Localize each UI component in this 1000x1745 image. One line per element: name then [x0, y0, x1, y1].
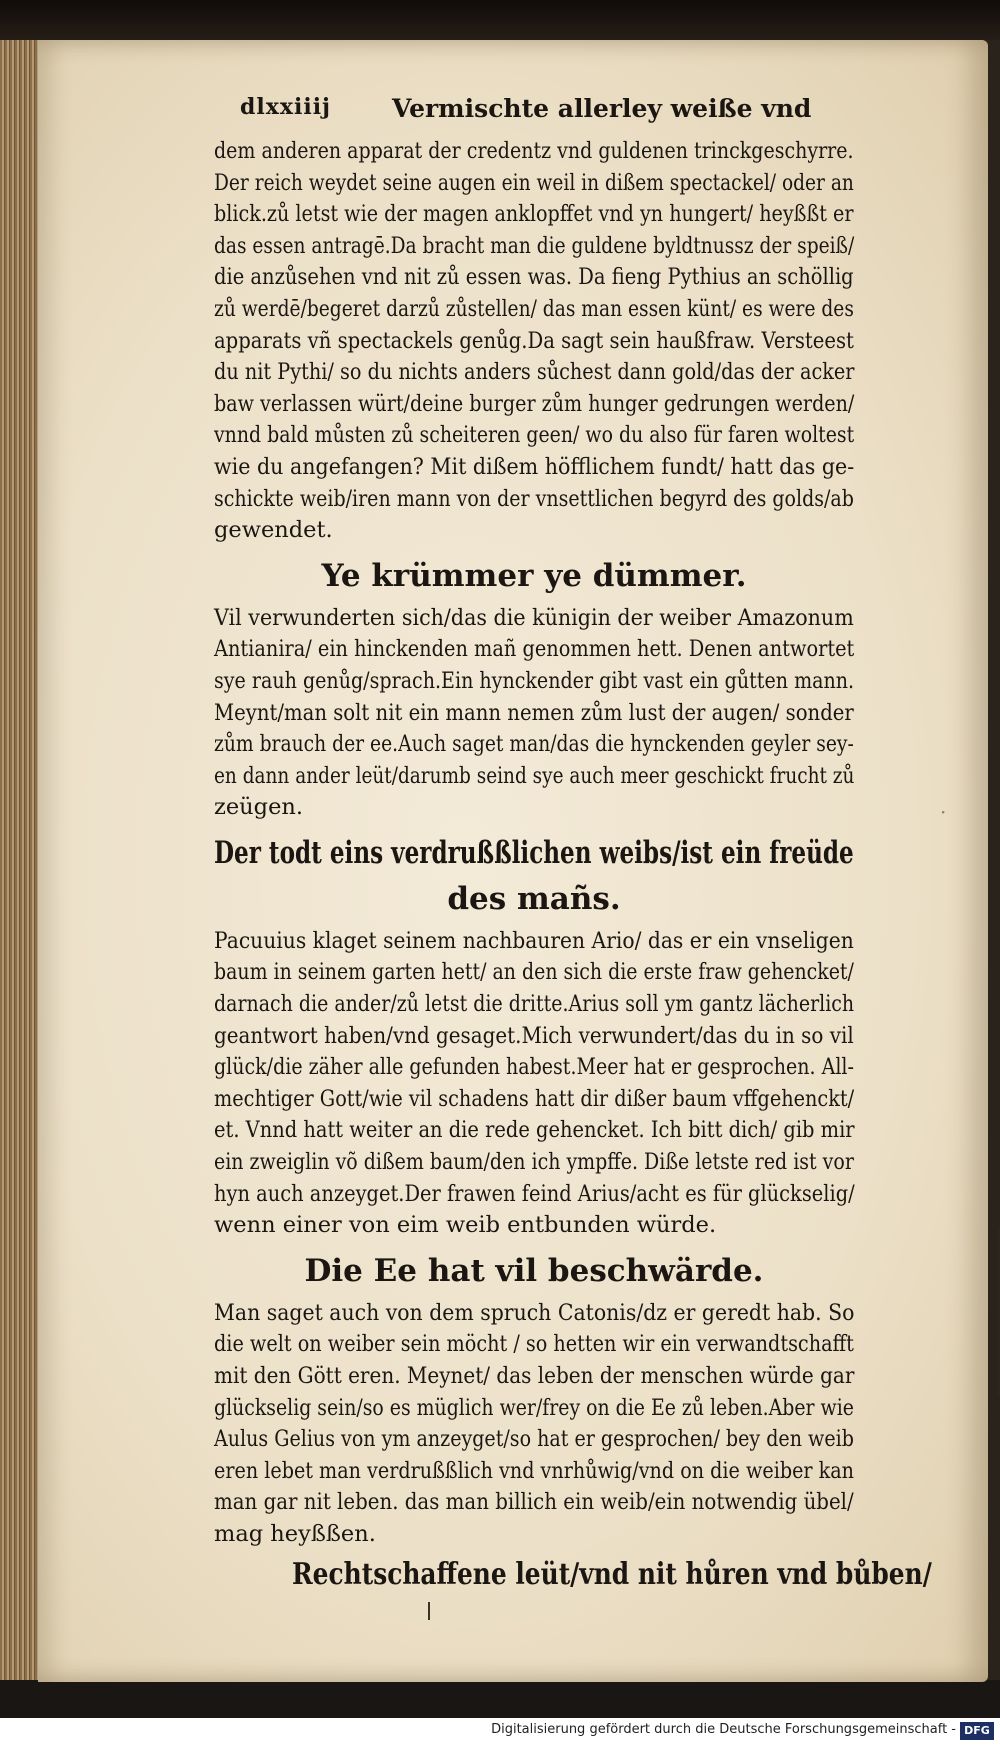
footer-bar — [0, 1718, 1000, 1745]
text-line: Meynt/man solt nit ein mann nemen zům lust der augen/ sonder — [214, 699, 854, 726]
text-line: Der reich weydet seine augen ein weil in dißem spectackel/ oder an — [214, 169, 854, 196]
paragraph — [214, 136, 854, 547]
text-line: Antianira/ ein hinckenden mañ genommen hett. Denen antwortet — [214, 636, 855, 663]
text-line: geantwort haben/vnd gesaget.Mich verwundert/das du in so vil — [214, 1022, 854, 1049]
text-line: wenn einer von eim weib entbunden würde. — [214, 1212, 717, 1239]
text-line: die anzůsehen vnd nit zů essen was. Da fieng Pythius an schöllig — [214, 264, 854, 291]
text-line: apparats vñ spectackels genůg.Da sagt sein haußfraw. Versteest — [214, 327, 854, 354]
text-line: baum in seinem garten hett/ an den sich die erste fraw gehencket/ — [214, 959, 854, 986]
ink-mark — [428, 1602, 430, 1620]
running-head — [214, 92, 854, 136]
text-line: schickte weib/iren mann von der vnsettlichen begyrd des golds/ab — [214, 485, 854, 512]
heading-line: Rechtschaffene leüt/vnd nit hůren vnd bůben/ — [292, 1556, 932, 1592]
text-line: Pacuuius klaget seinem nachbauren Ario/ das er ein vnseligen — [214, 927, 854, 954]
text-line: mechtiger Gott/wie vil schadens hatt dir dißer baum vffgehenckt/ — [214, 1085, 855, 1112]
text-line: die welt on weiber sein möcht / so hetten wir ein verwandtschafft — [214, 1331, 854, 1358]
text-line: du nit Pythi/ so du nichts anders sůchest dann gold/das der acker — [214, 359, 855, 386]
text-line: Vil verwunderten sich/das die künigin der weiber Amazonum — [214, 604, 854, 631]
page-text — [214, 92, 932, 1597]
text-line: zům brauch der ee.Auch saget man/das die hynckenden geyler sey- — [214, 731, 854, 758]
text-line: sye rauh genůg/sprach.Ein hynckender gibt vast ein gůtten mann. — [214, 667, 855, 694]
funding-credit: Digitalisierung gefördert durch die Deutsche Forschungsgemeinschaft - — [491, 1722, 956, 1737]
text-line: dem anderen apparat der credentz vnd guldenen trinckgeschyrre. — [214, 138, 854, 164]
text-line: glückselig sein/so es müglich wer/frey on die Ee zů leben.Aber wie — [214, 1394, 854, 1421]
section-heading — [214, 830, 854, 922]
catch-heading — [292, 1553, 932, 1597]
running-title: Vermischte allerley weiße vnd — [392, 94, 812, 123]
heading-line: des mañs. — [447, 880, 621, 917]
text-line: baw verlassen würt/deine burger zům hunger gedrungen werden/ — [214, 390, 855, 417]
heading-line: Die Ee hat vil beschwärde. — [304, 1252, 764, 1289]
heading-line: Der todt eins verdrußßlichen weibs/ist ein freüde — [214, 834, 854, 871]
dfg-logo: DFG — [960, 1722, 994, 1740]
text-line: Man saget auch von dem spruch Catonis/dz er geredt hab. So — [214, 1299, 855, 1326]
ink-blot: · — [940, 800, 947, 824]
text-line: gewendet. — [214, 517, 333, 544]
text-line: man gar nit leben. das man billich ein weib/ein notwendig übel/ — [214, 1489, 854, 1516]
text-line: Aulus Gelius von ym anzeyget/so hat er gesprochen/ bey den weib — [214, 1426, 854, 1453]
text-line: ein zweiglin võ dißem baum/den ich ympffe. Diße letste red ist vor — [214, 1149, 854, 1176]
paragraph — [214, 1298, 854, 1551]
text-line: en dann ander leüt/darumb seind sye auch meer geschickt frucht zů — [214, 762, 855, 789]
text-line: mag heyßßen. — [214, 1520, 376, 1547]
paragraph — [214, 926, 854, 1242]
section-heading — [214, 553, 854, 599]
paragraph — [214, 603, 854, 824]
text-line: mit den Gött eren. Meynet/ das leben der menschen würde gar — [214, 1363, 855, 1389]
folio-number: dlxxiiij — [240, 94, 332, 120]
text-line: glück/die zäher alle gefunden habest.Meer hat er gesprochen. All- — [214, 1054, 854, 1081]
text-line: wie du angefangen? Mit dißem höfflichem fundt/ hatt das ge- — [214, 453, 855, 480]
text-line: darnach die ander/zů letst die dritte.Arius soll ym gantz lächerlich — [214, 991, 855, 1018]
text-line: zů werdē/begeret darzů zůstellen/ das man essen künt/ es were des — [214, 295, 854, 322]
text-line: eren lebet man verdrußßlich vnd vnrhůwig/vnd on die weiber kan — [214, 1457, 855, 1484]
text-line: zeügen. — [214, 794, 304, 821]
text-line: blick.zů letst wie der magen anklopffet vnd yn hungert/ heyßßt er — [214, 201, 854, 228]
heading-line: Ye krümmer ye dümmer. — [321, 557, 747, 594]
section-heading — [214, 1248, 854, 1294]
text-line: das essen antragē.Da bracht man die guldene byldtnussz der speiß/ — [214, 232, 855, 259]
text-blocks — [214, 136, 932, 1597]
text-line: vnnd bald můsten zů scheiteren geen/ wo du also für faren woltest — [214, 422, 855, 449]
text-line: hyn auch anzeyget.Der frawen feind Arius/acht es für glückselig/ — [214, 1180, 855, 1207]
text-line: et. Vnnd hatt weiter an die rede gehencket. Ich bitt dich/ gib mir — [214, 1117, 855, 1144]
book-right-edge — [986, 40, 1000, 1680]
book-page-edges — [0, 40, 40, 1680]
